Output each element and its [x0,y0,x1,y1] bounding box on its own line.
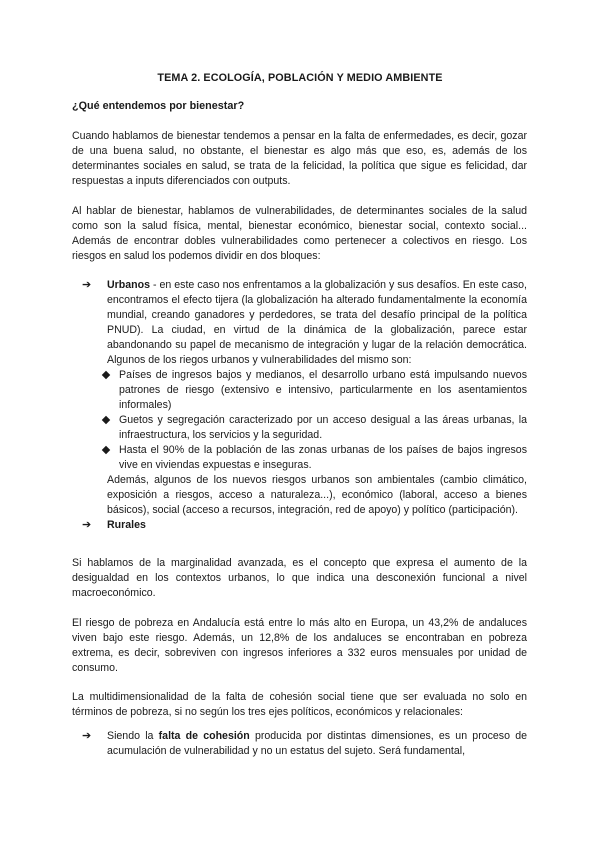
arrow-right-icon: ➔ [82,519,92,531]
paragraph-pobreza-andalucia: El riesgo de pobreza en Andalucía está entre lo más alto en Europa, un 43,2% de andaluces viven bajo este riesgo. Además, un 12,8% de los andaluces se encontraban en pobreza extrema, es decir, sobreviven con ingresos inferiores a 332 euros mensuales por unidad de consumo. [72,617,527,674]
paragraph-bienestar: Cuando hablamos de bienestar tendemos a pensar en la falta de enfermedades, es decir, gozar de una buena salud, no obstante, el bienestar es algo más que eso, es, además de los determinantes sociales en salud, se trata de la felicidad, la política que sigue es felicidad, dar respuestas a inputs diferenciados con outputs. [72,130,527,187]
bullet-bold-term: falta de cohesión [158,730,250,742]
bullet-text: producida por distintas dimensiones, es un proceso de acumulación de vulnerabilidad y no un estatus del sujeto. Será fundamental, [107,730,527,757]
paragraph-marginalidad: Si hablamos de la marginalidad avanzada, es el concepto que expresa el aumento de la desigualdad en los contextos urbanos, lo que indica una desconexión funcional a nivel macroeconómico. [72,557,527,599]
bullet-text-urbanos: - en este caso nos enfrentamos a la globalización y sus desafíos. En este caso, encontramos el efecto tijera (la globalización ha alterado fundamentalmente la economía mundial, creando ganadores y perdedores, se trata del desafío principal de la política PNUD). La ciudad, en virtud de la dinámica de la globalización, parece estar abandonando su papel de mecanismo de integración y lugar de la relación democrática. Algunos de los riegos urbanos y vulnerabilidades del mismo son: [107,279,527,366]
section-heading: ¿Qué entendemos por bienestar? [72,100,245,112]
bullet-urbanos [82,278,527,368]
cohesion-list [82,729,527,759]
bullet-rurales [82,518,527,533]
bullet-label-urbanos: Urbanos [107,279,150,291]
bullet-falta-cohesion [82,729,527,759]
bullet-label-rurales: Rurales [107,519,146,531]
sub-bullet [102,368,527,413]
arrow-right-icon: ➔ [82,279,92,291]
paragraph-vulnerabilidades: Al hablar de bienestar, hablamos de vulnerabilidades, de determinantes sociales de la salud como son la salud física, mental, bienestar económico, bienestar social, contexto social... Además de encontrar dobles vulnerabilidades como pertenecer a colectivos en riesgo. Los riesgos en salud los podemos dividir en dos bloques: [72,205,527,262]
sub-bullet-text: Hasta el 90% de la población de las zonas urbanas de los países de bajos ingresos vive en viviendas expuestas e inseguras. [119,444,527,471]
urbanos-extra-content: Además, algunos de los nuevos riesgos urbanos son ambientales (cambio climático, exposición a riesgos, acceso a naturaleza...), económico (laboral, acceso a bienes básicos), social (acceso a recursos, integración, red de apoyo) y político (participación). [107,474,527,516]
document-title: TEMA 2. ECOLOGÍA, POBLACIÓN Y MEDIO AMBIENTE [157,72,443,84]
sub-bullet [102,413,527,443]
bullet-prefix: Siendo la [107,730,159,742]
urbanos-extra-text [82,473,527,518]
diamond-bullet-icon [102,371,110,379]
diamond-bullet-icon [102,416,110,424]
sub-bullet-text: Países de ingresos bajos y medianos, el desarrollo urbano está impulsando nuevos patrones de riesgo (extensivo e intensivo, particularmente en los asentamientos informales) [119,369,527,411]
sub-bullet [102,443,527,473]
sub-bullet-text: Guetos y segregación caracterizado por un acceso desigual a las áreas urbanas, la infraestructura, los servicios y la seguridad. [119,414,527,441]
arrow-right-icon: ➔ [82,730,92,742]
paragraph-cohesion-social: La multidimensionalidad de la falta de cohesión social tiene que ser evaluada no solo en términos de pobreza, si no según los tres ejes políticos, económicos y relacionales: [72,691,527,718]
diamond-bullet-icon [102,446,110,454]
risk-blocks-list [82,278,527,533]
